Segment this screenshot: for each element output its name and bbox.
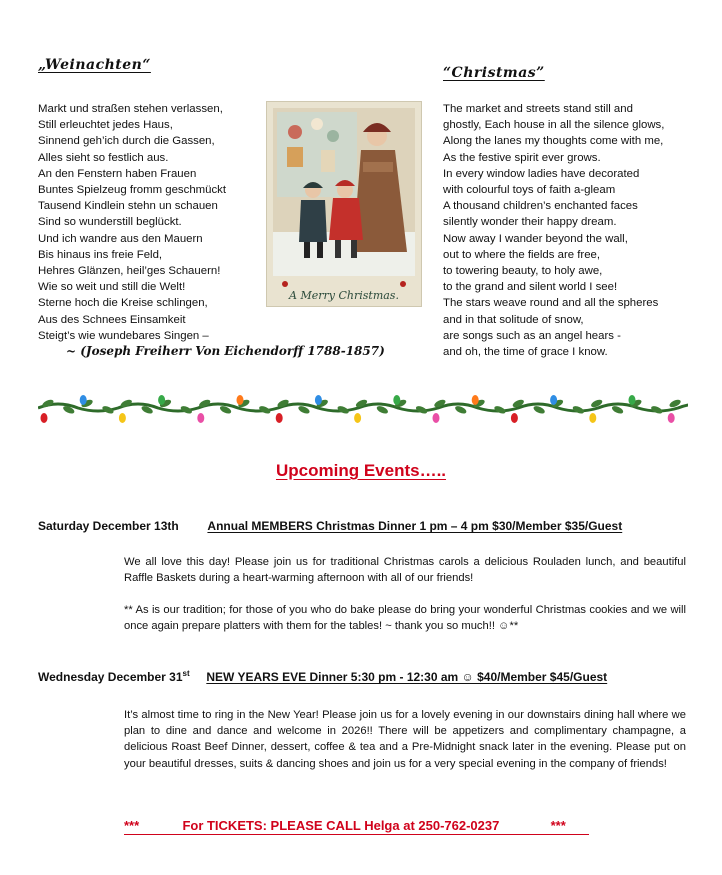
light-bulb xyxy=(41,413,48,423)
poem-line: A thousand children’s enchanted faces xyxy=(443,200,638,213)
poem-line: Wie so weit und still die Welt! xyxy=(38,281,186,294)
event-title: Annual MEMBERS Christmas Dinner 1 pm – 4 pm $30/Member $35/Guest xyxy=(207,519,623,533)
poem-line: Tausend Kindlein stehn un schauen xyxy=(38,200,218,213)
event-description: We all love this day! Please join us for traditional Christmas carols a delicious Rouladen lunch, and beautiful Raffle Baskets during a heart-warming afternoon with all of our friends! xyxy=(124,556,686,585)
garland-leaf xyxy=(650,405,663,416)
light-bulb xyxy=(589,413,596,423)
german-poem-title: „Weinachten“ xyxy=(38,57,151,73)
light-bulb xyxy=(550,395,557,405)
poem-line: out to where the fields are free, xyxy=(443,248,601,261)
event-date: Wednesday December 31st xyxy=(38,669,190,684)
garland-leaf xyxy=(611,405,624,416)
poem-line: Markt und straßen stehen verlassen, xyxy=(38,103,223,115)
poem-line: An den Fenstern haben Frauen xyxy=(38,167,197,180)
light-bulb xyxy=(80,395,87,405)
event-title: NEW YEARS EVE Dinner 5:30 pm - 12:30 am ☺ $40/Member $45/Guest xyxy=(206,670,608,684)
poem-line: with colourful toys of faith a-gleam xyxy=(443,184,616,197)
poem-line: Now away I wander beyond the wall, xyxy=(443,232,628,245)
tickets-contact xyxy=(124,818,589,835)
poem-line: and oh, the time of grace I know. xyxy=(443,346,608,359)
poem-line: Buntes Spielzeug fromm geschmückt xyxy=(38,184,227,197)
light-bulb xyxy=(315,395,322,405)
poem-line: to the grand and silent world I see! xyxy=(443,281,618,294)
garland-leaf xyxy=(101,405,114,416)
event-saturday-header xyxy=(38,519,686,533)
garland-leaf xyxy=(336,405,349,416)
light-bulb xyxy=(511,413,518,423)
poem-line: silently wonder their happy dream. xyxy=(443,216,617,229)
event-description: It’s almost time to ring in the New Year! Please join us for a lovely evening in our downstairs dining hall where we plan to dine and dance and welcome in 2026!! There will be appetizers and complimentary champagne, a delicious Roast Beef Dinner, dessert, coffee & tea and a Pre-Midnight snack later in the evening. Please put on your beautiful dresses, suits & dancing shoes and join us for a very special evening in the company of friends! xyxy=(124,709,686,770)
light-bulb xyxy=(276,413,283,423)
garland-leaf xyxy=(532,405,545,416)
poem-line: The market and streets stand still and xyxy=(443,103,633,115)
light-bulb xyxy=(354,413,361,423)
poem-line: Bis hinaus ins freie Feld, xyxy=(38,248,163,261)
poem-line: Hehres Glänzen, heil’ges Schauern! xyxy=(38,265,221,278)
poem-line: and in that solitude of snow, xyxy=(443,313,584,326)
poem-line: As the festive spirit ever grows. xyxy=(443,151,601,164)
english-poem-body xyxy=(443,101,664,360)
christmas-lights-garland xyxy=(38,392,688,428)
garland-leaf xyxy=(258,405,271,416)
poem-line: The stars weave round and all the spheres xyxy=(443,297,659,310)
tickets-text: For TICKETS: PLEASE CALL Helga at 250-762-0237 xyxy=(182,818,500,833)
poem-line: Steigt’s wie wundebares Singen – xyxy=(38,329,209,342)
light-bulb xyxy=(393,395,400,405)
english-poem-title: “Christmas” xyxy=(443,65,545,81)
poem-line: to towering beauty, to holy awe, xyxy=(443,265,603,278)
light-bulb xyxy=(197,413,204,423)
light-bulb xyxy=(472,395,479,405)
garland-leaf xyxy=(493,405,506,416)
light-bulb xyxy=(433,413,440,423)
poem-line: Still erleuchtet jedes Haus, xyxy=(38,119,173,132)
event-date: Saturday December 13th xyxy=(38,519,179,533)
garland-leaf xyxy=(572,405,585,416)
light-bulb xyxy=(629,395,636,405)
garland-leaf xyxy=(454,405,467,416)
light-bulb xyxy=(119,413,126,423)
poem-line: Sterne hoch die Kreise schlingen, xyxy=(38,297,208,310)
light-bulb xyxy=(158,395,165,405)
stars-left: *** xyxy=(124,818,140,833)
stars-right: *** xyxy=(550,818,566,833)
card-caption: A Merry Christmas. xyxy=(289,289,399,302)
garland-leaf xyxy=(415,405,428,416)
poem-line: Und ich wandre aus den Mauern xyxy=(38,232,203,245)
poem-line: Sind so wunderstill beglückt. xyxy=(38,216,182,229)
event-newyears-header xyxy=(38,669,686,684)
poem-line: Alles sieht so festlich aus. xyxy=(38,151,169,164)
poem-line: ghostly, Each house in all the silence glows, xyxy=(443,119,665,132)
garland-leaf xyxy=(180,405,193,416)
german-poem-body xyxy=(38,101,226,344)
poem-line: Along the lanes my thoughts come with me, xyxy=(443,135,664,148)
vintage-christmas-card-image xyxy=(266,101,422,307)
poem-line: Aus des Schnees Einsamkeit xyxy=(38,313,186,326)
poem-line: Sinnend geh’ich durch die Gassen, xyxy=(38,135,215,148)
light-bulb xyxy=(237,395,244,405)
light-bulb xyxy=(668,413,675,423)
poem-line: are songs such as an angel hears - xyxy=(443,329,621,342)
upcoming-events-heading: Upcoming Events….. xyxy=(275,461,447,480)
poem-line: In every window ladies have decorated xyxy=(443,167,640,180)
poem-attribution: ~ (Joseph Freiherr Von Eichendorff 1788-1857) xyxy=(66,344,385,358)
event-note: ** As is our tradition; for those of you who do bake please do bring your wonderful Christmas cookies and we will once again prepare platters with them for the tables! ~ thank you so much!! ☺** xyxy=(124,604,686,633)
